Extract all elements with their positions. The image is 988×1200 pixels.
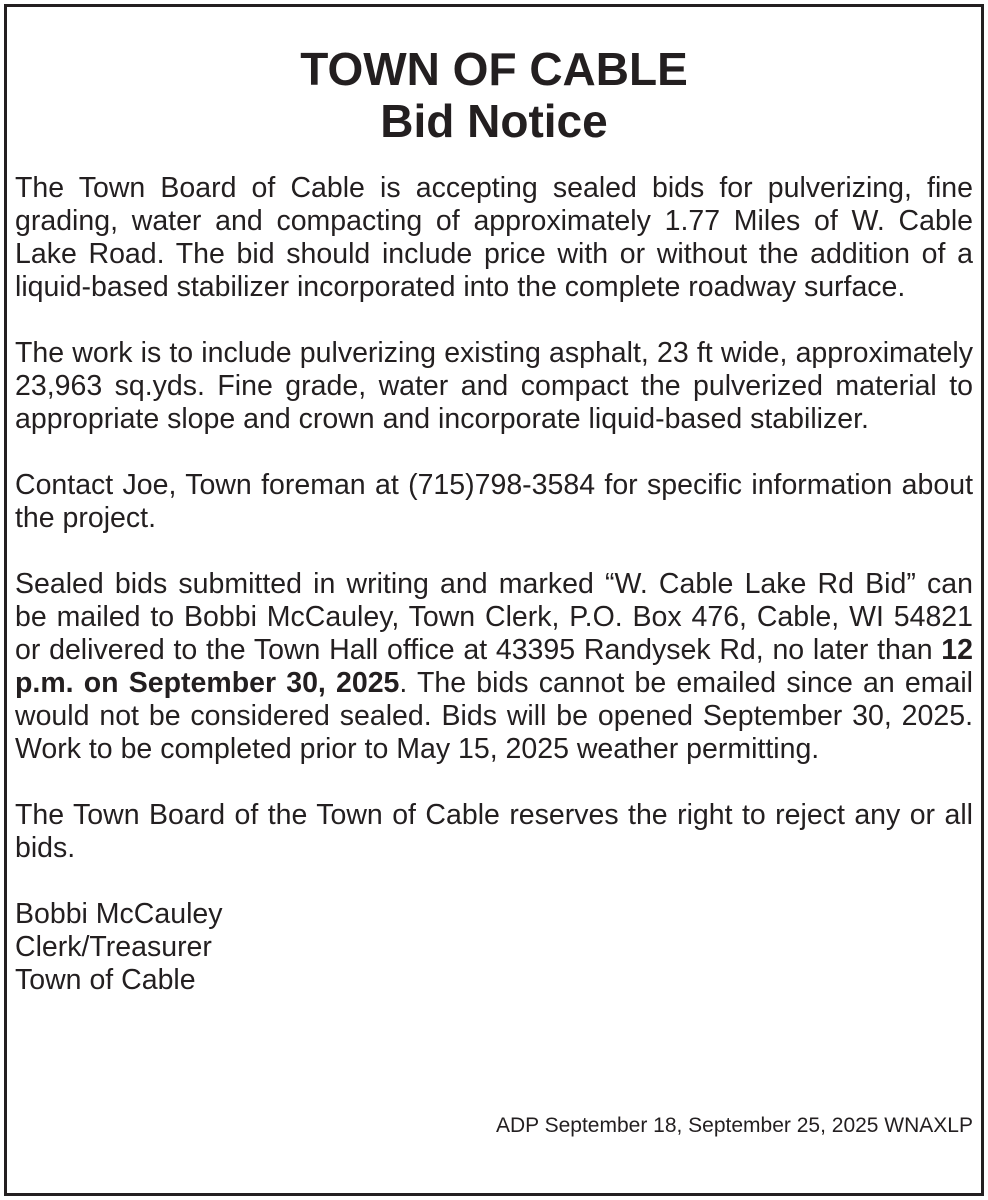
paragraph-submission: [15, 568, 973, 766]
paragraph-work-description: The work is to include pulverizing existing asphalt, 23 ft wide, approximately 23,963 sq.yds. Fine grade, water and compact the pulverized material to appropriate slope and crown and incorporate liquid-based stabilizer.: [15, 337, 973, 435]
signature-title: Clerk/Treasurer: [15, 931, 212, 963]
title-line-1: TOWN OF CABLE: [300, 43, 688, 95]
publication-footer: ADP September 18, September 25, 2025 WNAXLP: [495, 1114, 973, 1137]
submission-deadline: 12 p.m. on September 30, 2025: [15, 634, 973, 699]
notice-body: [15, 172, 973, 997]
notice-title: [7, 7, 981, 147]
paragraph-contact: Contact Joe, Town foreman at (715)798-3584 for specific information about the project.: [15, 469, 973, 534]
paragraph-reservation: The Town Board of the Town of Cable reserves the right to reject any or all bids.: [15, 799, 973, 864]
submission-text-start: Sealed bids submitted in writing and marked “W. Cable Lake Rd Bid” can be mailed to Bobbi McCauley, Town Clerk, P.O. Box 476, Cable, WI 54821 or delivered to the Town Hall office at 43395 Randysek Rd, no later than: [15, 568, 973, 666]
submission-text-end: . The bids cannot be emailed since an email would not be considered sealed. Bids will be opened September 30, 2025. Work to be completed prior to May 15, 2025 weather permitting.: [15, 667, 973, 765]
signature-block: [15, 898, 973, 997]
signature-org: Town of Cable: [15, 964, 196, 996]
signature-name: Bobbi McCauley: [15, 898, 223, 930]
paragraph-bid-scope: The Town Board of Cable is accepting sealed bids for pulverizing, fine grading, water and compacting of approximately 1.77 Miles of W. Cable Lake Road. The bid should include price with or without the addition of a liquid-based stabilizer incorporated into the complete roadway surface.: [15, 172, 973, 303]
bid-notice: [4, 4, 984, 1196]
title-line-2: Bid Notice: [380, 95, 608, 147]
